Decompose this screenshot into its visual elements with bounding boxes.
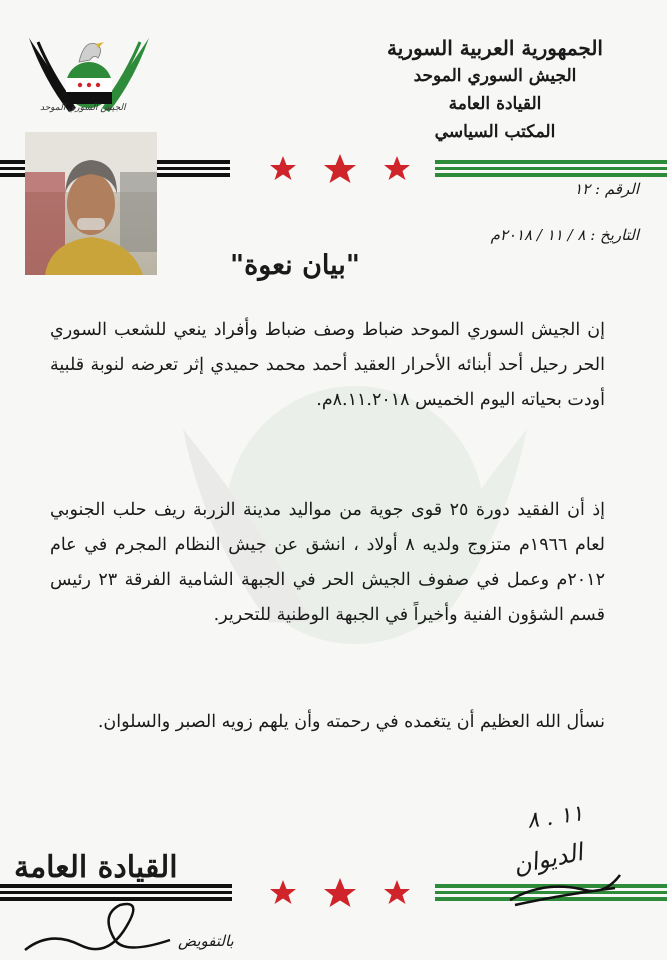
- header-stars: [265, 152, 415, 188]
- star-icon: [324, 878, 356, 907]
- logo-caption: الجيش السوري الموحد: [40, 103, 126, 113]
- deceased-photo: [25, 132, 157, 275]
- body-paragraph-3: نسأل الله العظيم أن يتغمده في رحمته وأن يلهم زويه الصبر والسلوان.: [97, 712, 605, 732]
- office-name: المكتب السياسي: [434, 122, 556, 142]
- body-paragraph-2: إذ أن الفقيد دورة ٢٥ قوى جوية من مواليد مدينة الزربة ريف حلب الجنوبي لعام ١٩٦٦م متزوج ولديه ٨ أولاد ، انشق عن جيش النظام المجرم في عام ٢٠١٢م وعمل في صفوف الجيش الحر في الجبهة الشامية الفرقة ٢٣ رئيس قسم الشؤون الفنية وأخيراً في الجبهة الوطنية للتحرير.: [50, 500, 605, 625]
- body-paragraph-1: إن الجيش السوري الموحد ضباط وصف ضباط وأفراد ينعي للشعب السوري الحر رحيل أحد أبنائه الأحرار العقيد أحمد محمد حميدي إثر تعرضه لنوبة قلبية أودت بحياته اليوم الخميس ٨.١١.٢٠١٨م.: [50, 320, 605, 410]
- star-icon: [324, 154, 356, 183]
- command-name: القيادة العامة: [448, 94, 542, 114]
- star-icon: [384, 880, 410, 904]
- header-stripes-right: [435, 158, 667, 180]
- footer-command: القيادة العامة: [14, 850, 178, 885]
- letterhead: [345, 34, 645, 146]
- reference-date: التاريخ : ٨ / ١١ / ٢٠١٨م: [490, 226, 639, 244]
- diwan-signature: [505, 870, 625, 910]
- footer-authorization: بالتفويض: [178, 932, 234, 950]
- star-icon: [270, 880, 296, 904]
- star-icon: [270, 156, 296, 180]
- diwan-label: الديوان: [510, 838, 586, 880]
- document-title: "بيان نعوة": [230, 250, 360, 281]
- reference-number: الرقم : ١٢: [574, 180, 639, 198]
- footer-stars: [265, 876, 415, 912]
- diwan-date: ١١ . ٨: [525, 801, 585, 834]
- star-icon: [384, 156, 410, 180]
- army-name: الجيش السوري الموحد: [413, 66, 577, 86]
- command-signature: [20, 890, 180, 960]
- country-name: الجمهورية العربية السورية: [387, 36, 603, 60]
